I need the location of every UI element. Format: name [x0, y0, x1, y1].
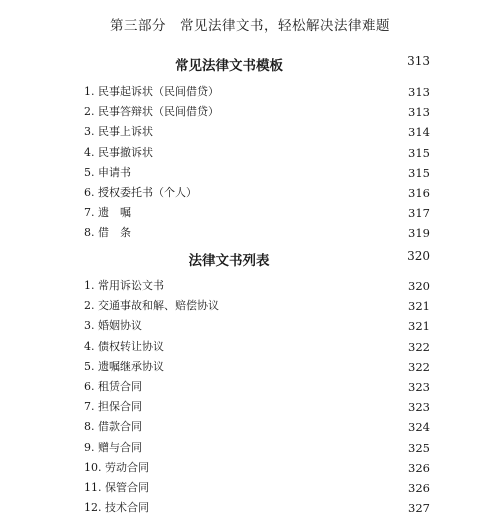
part-subtitle: 常见法律文书，轻松解决法律难题: [180, 18, 390, 34]
toc-entry[interactable]: [84, 143, 430, 163]
toc-list-documents: [84, 276, 430, 518]
part-number: 第三部分: [110, 18, 166, 34]
toc-entry-label: 5. 申请书: [84, 165, 131, 179]
toc-entry-label: 2. 交通事故和解、赔偿协议: [84, 299, 219, 313]
toc-entry-label: 8. 借款合同: [84, 420, 142, 434]
toc-entry[interactable]: [84, 397, 430, 417]
toc-entry-page: 324: [408, 420, 430, 435]
toc-entry-label: 9. 赠与合同: [84, 440, 142, 454]
toc-entry[interactable]: [84, 102, 430, 122]
toc-entry[interactable]: [84, 438, 430, 458]
section-page: 313: [407, 54, 430, 68]
toc-entry[interactable]: [84, 316, 430, 336]
toc-entry[interactable]: [84, 223, 430, 243]
toc-entry[interactable]: [84, 337, 430, 357]
toc-entry[interactable]: [84, 122, 430, 142]
toc-entry-page: 316: [408, 185, 430, 200]
toc-entry-label: 1. 民事起诉状（民间借贷）: [84, 85, 219, 98]
toc-entry-page: 326: [408, 480, 430, 495]
toc-entry-page: 313: [408, 85, 430, 99]
section-heading-templates: [84, 54, 430, 74]
toc-entry[interactable]: [84, 183, 430, 203]
toc-entry-label: 4. 民事撤诉状: [84, 145, 153, 159]
toc-entry-page: 322: [408, 339, 430, 354]
toc-entry[interactable]: [84, 498, 430, 518]
toc-entry[interactable]: [84, 357, 430, 377]
toc-entry-page: 315: [408, 145, 430, 160]
toc-entry[interactable]: [84, 458, 430, 478]
toc-entry-page: 322: [408, 359, 430, 374]
toc-entry-page: 321: [408, 319, 430, 334]
toc-entry-label: 7. 担保合同: [84, 400, 142, 414]
section-heading-list: [84, 249, 430, 269]
toc-entry[interactable]: [84, 163, 430, 183]
toc-entry-page: 327: [408, 501, 430, 516]
toc-entry-label: 4. 债权转让协议: [84, 339, 164, 353]
toc-entry-page: 313: [408, 105, 430, 120]
toc-entry[interactable]: [84, 296, 430, 316]
toc-entry-page: 321: [408, 299, 430, 314]
toc-list-templates: [84, 82, 430, 244]
section-title: 常见法律文书模板: [175, 58, 283, 74]
toc-entry[interactable]: [84, 478, 430, 498]
toc-entry-page: 315: [408, 165, 430, 180]
toc-entry[interactable]: [84, 82, 430, 102]
toc-entry[interactable]: [84, 377, 430, 397]
toc-entry-page: 319: [408, 226, 430, 241]
toc-entry-page: 317: [408, 206, 430, 221]
toc-entry-page: 320: [408, 279, 430, 293]
toc-entry-label: 8. 借 条: [84, 226, 131, 240]
toc-entry-page: 325: [408, 440, 430, 455]
toc-entry-page: 326: [408, 460, 430, 475]
toc-entry-label: 7. 遗 嘱: [84, 206, 131, 220]
toc-entry-label: 12. 技术合同: [84, 501, 149, 515]
part-heading: [0, 14, 500, 34]
toc-entry-page: 323: [408, 400, 430, 415]
toc-entry[interactable]: [84, 276, 430, 296]
section-title: 法律文书列表: [188, 253, 270, 269]
toc-entry[interactable]: [84, 203, 430, 223]
toc-entry-label: 2. 民事答辩状（民间借贷）: [84, 105, 219, 119]
toc-entry-label: 5. 遗嘱继承协议: [84, 359, 164, 373]
toc-entry-label: 6. 租赁合同: [84, 379, 142, 393]
toc-entry-label: 3. 婚姻协议: [84, 319, 142, 333]
toc-entry-page: 323: [408, 379, 430, 394]
toc-entry-label: 10. 劳动合同: [84, 460, 149, 474]
toc-entry-label: 6. 授权委托书（个人）: [84, 185, 197, 199]
section-page: 320: [407, 249, 430, 263]
toc-entry-label: 11. 保管合同: [84, 480, 149, 494]
toc-entry-label: 1. 常用诉讼文书: [84, 279, 164, 292]
toc-entry-label: 3. 民事上诉状: [84, 125, 153, 139]
toc-entry[interactable]: [84, 417, 430, 437]
toc-entry-page: 314: [408, 125, 430, 140]
